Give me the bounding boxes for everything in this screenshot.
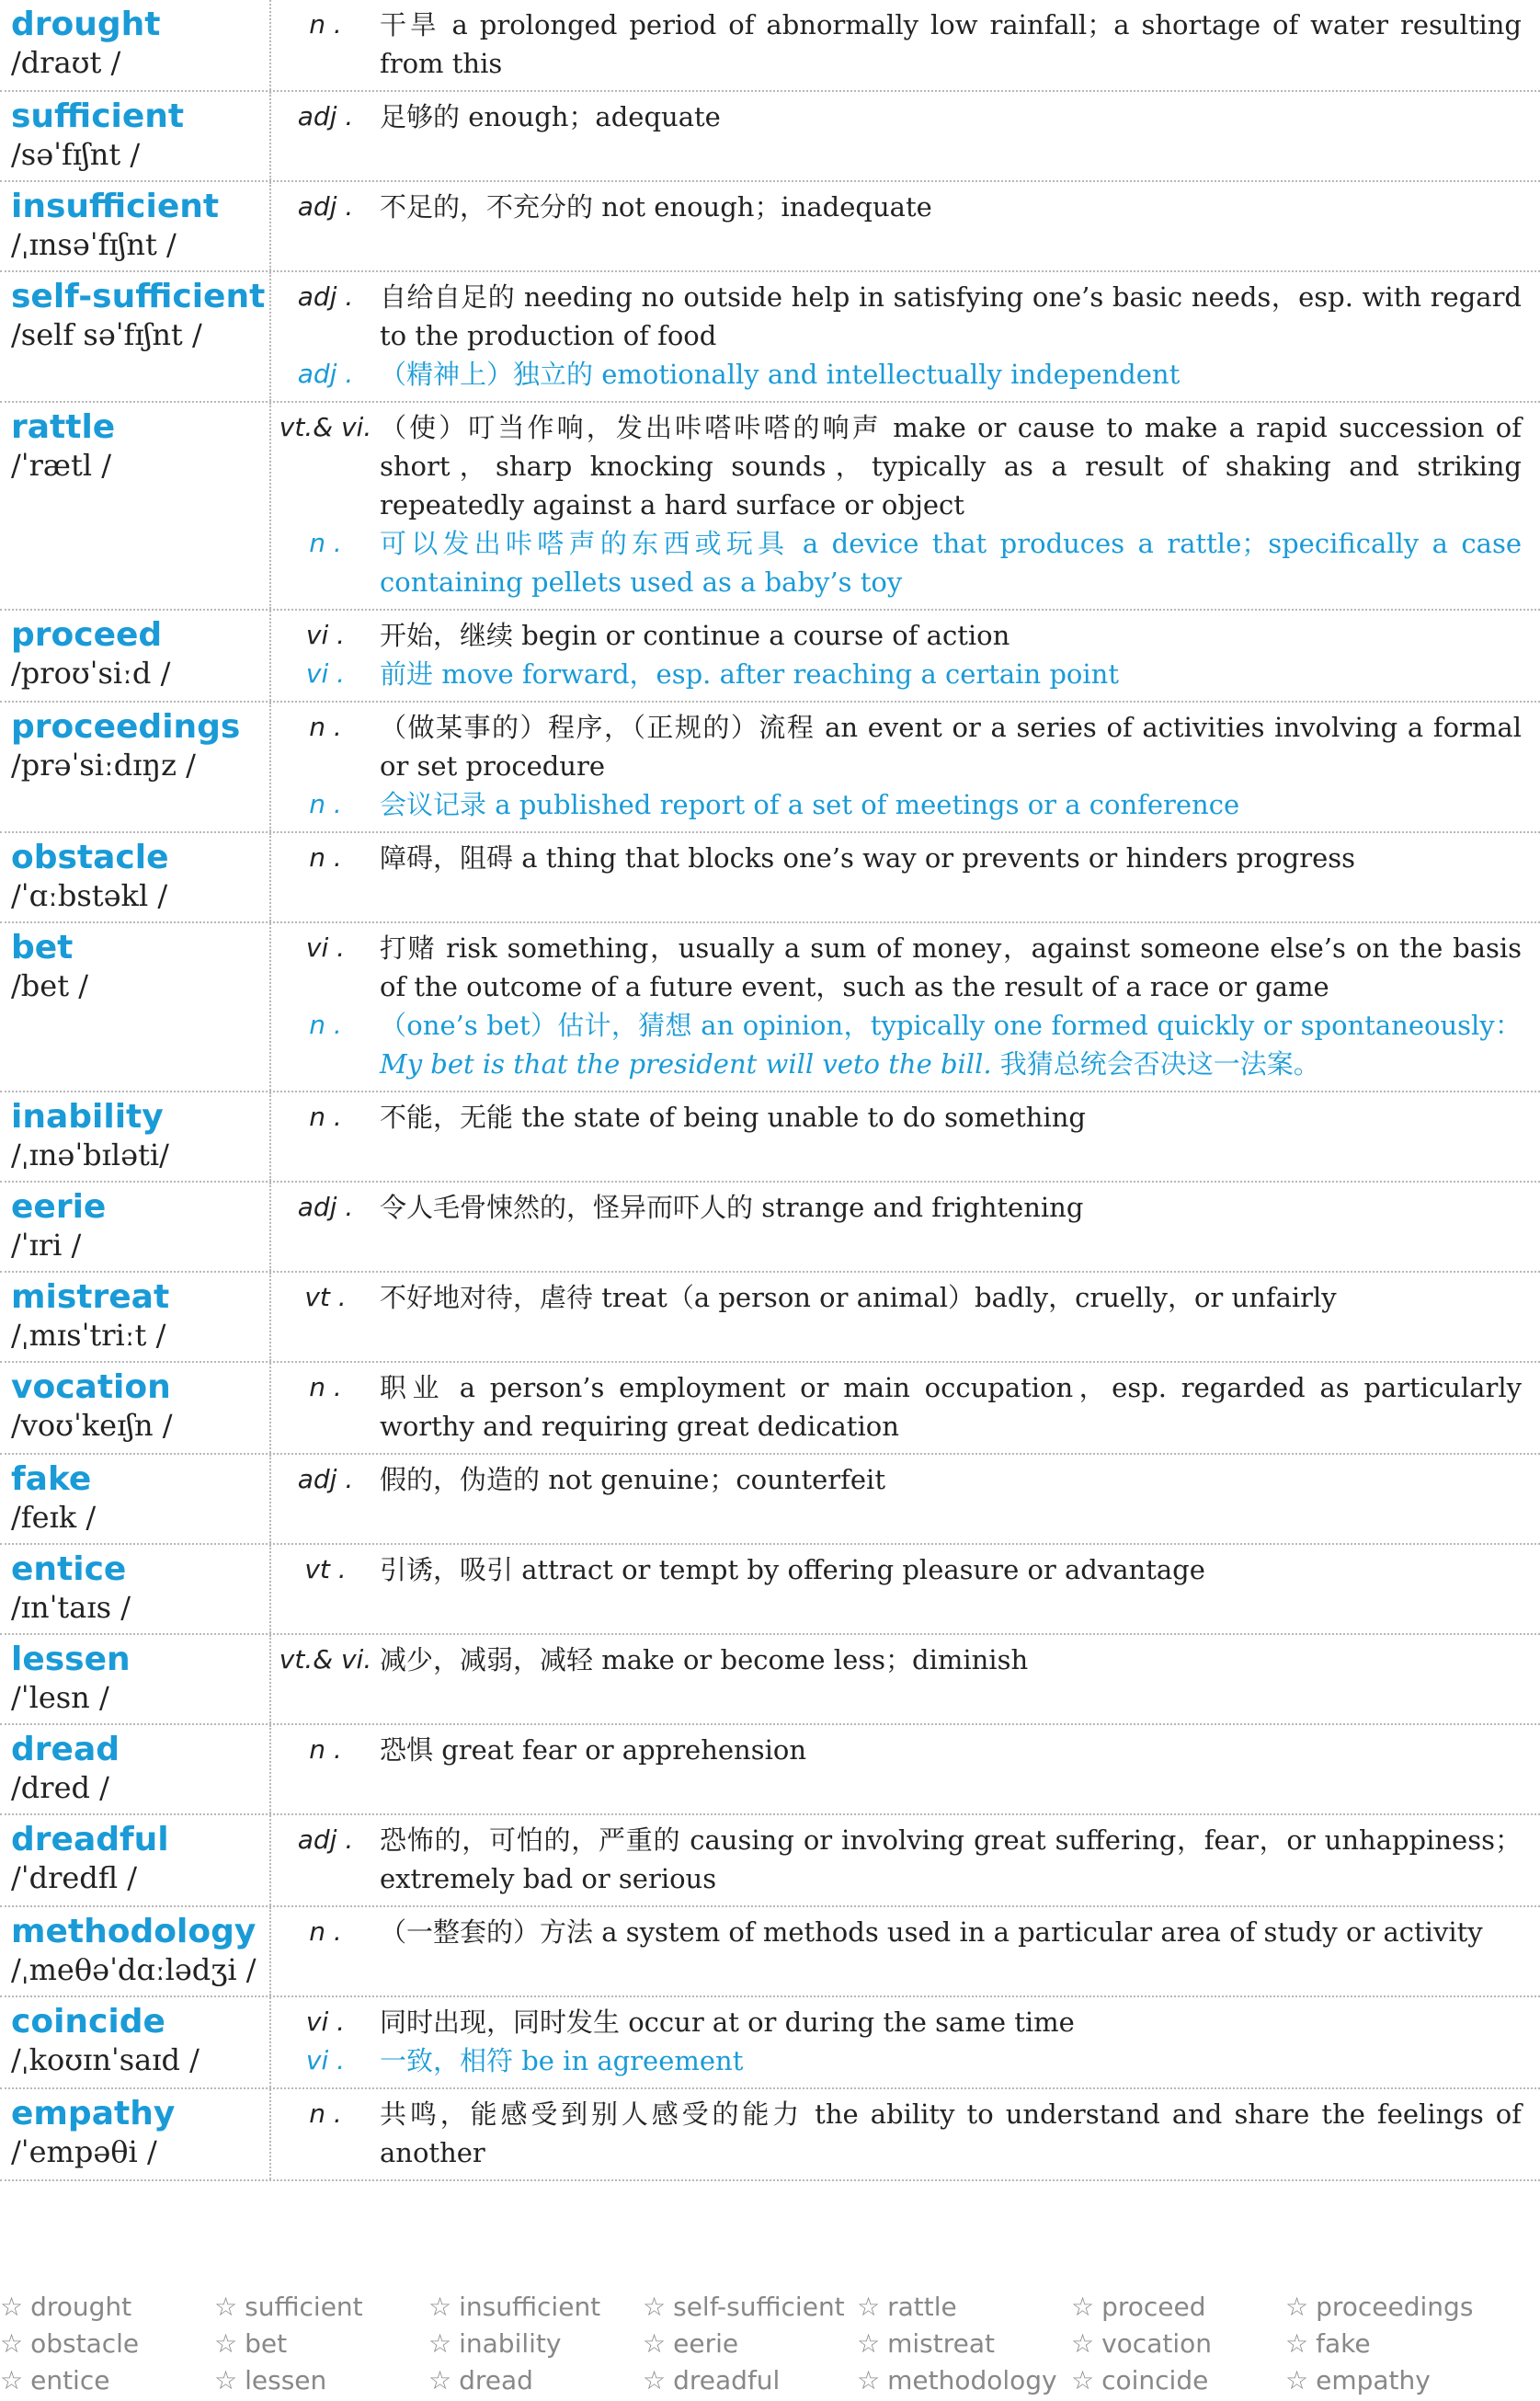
part-of-speech: vi . (305, 658, 346, 689)
sense (271, 1460, 1522, 1499)
example-translation: 我猜总统会否决这一法案。 (991, 1048, 1320, 1080)
phonetic: /proʊˈsiːd / (11, 656, 171, 691)
sense (271, 278, 1522, 355)
review-item (428, 2363, 643, 2398)
headword: fake (11, 1460, 92, 1498)
definition-text: 减少，减弱，减轻 make or become less；diminish (380, 1644, 1029, 1675)
star-icon: ☆ (1285, 2365, 1309, 2395)
headword-cell (0, 2089, 271, 2179)
headword-cell (0, 1815, 271, 1905)
review-item (0, 2290, 214, 2325)
sense (271, 1368, 1522, 1446)
entry-row (0, 1815, 1540, 1907)
definition-text: 不足的，不充分的 not enough；inadequate (380, 191, 932, 223)
definition (380, 97, 1522, 136)
definition-cell (271, 833, 1540, 921)
headword: self-sufficient (11, 278, 266, 315)
sense (271, 97, 1522, 136)
definition-text: （one’s bet）估计，猜想 an opinion，typically one formed quickly or spontaneously： (380, 1010, 1522, 1041)
headword: dreadful (11, 1821, 169, 1858)
sense (271, 2041, 1522, 2080)
headword: bet (11, 929, 74, 966)
definition-cell (271, 611, 1540, 701)
definition (380, 1460, 1522, 1499)
definition-text: 障碍，阻碍 a thing that blocks one’s way or prevents or hinders progress (380, 842, 1356, 874)
sense (271, 1550, 1522, 1589)
phonetic: /ˌɪnəˈbɪləti/ (11, 1138, 169, 1172)
definition (380, 6, 1522, 83)
star-icon: ☆ (643, 2328, 667, 2359)
entry-row (0, 182, 1540, 272)
headword-cell (0, 1545, 271, 1633)
definition-cell (271, 1183, 1540, 1271)
definition (380, 785, 1522, 824)
sense (271, 1641, 1522, 1679)
definition (380, 524, 1522, 601)
part-of-speech: n . (309, 789, 342, 819)
headword: rattle (11, 408, 116, 446)
sense (271, 1188, 1522, 1227)
headword: eerie (11, 1188, 107, 1226)
headword-cell (0, 182, 271, 270)
review-word: rattle (887, 2292, 957, 2322)
example-sentence: My bet is that the president will veto the bill. (380, 1048, 992, 1080)
definition-text: 开始，继续 begin or continue a course of action (380, 620, 1010, 651)
part-of-speech: adj . (297, 281, 354, 312)
entry-row (0, 1363, 1540, 1455)
definition-text: 引诱，吸引 attract or tempt by offering pleasure or advantage (380, 1554, 1205, 1585)
definition (380, 1188, 1522, 1227)
entry-row (0, 2089, 1540, 2181)
headword: obstacle (11, 839, 169, 876)
part-of-speech: vi . (305, 2045, 346, 2075)
entry-row (0, 1455, 1540, 1545)
review-word: empathy (1316, 2365, 1431, 2395)
review-word: dread (459, 2365, 533, 2395)
star-icon: ☆ (857, 2292, 881, 2322)
sense (271, 708, 1522, 785)
review-word: mistreat (887, 2328, 995, 2359)
phonetic: /dred / (11, 1770, 109, 1805)
definition-text: 前进 move forward，esp. after reaching a certain point (380, 658, 1119, 690)
review-word: entice (30, 2365, 110, 2395)
entry-row (0, 1545, 1540, 1635)
definition-cell (271, 1455, 1540, 1543)
phonetic: /ˈlesn / (11, 1680, 109, 1715)
definition (380, 2041, 1522, 2080)
definition-text: 同时出现，同时发生 occur at or during the same time (380, 2007, 1075, 2038)
sense (271, 2095, 1522, 2172)
headword-cell (0, 1635, 271, 1723)
review-item (1071, 2290, 1285, 2325)
review-word: insufficient (459, 2292, 601, 2322)
part-of-speech: n . (309, 842, 342, 873)
star-icon: ☆ (643, 2292, 667, 2322)
star-icon: ☆ (1071, 2328, 1095, 2359)
entry-row (0, 1725, 1540, 1815)
part-of-speech: n . (309, 1734, 342, 1765)
star-icon: ☆ (428, 2292, 452, 2322)
review-item (643, 2290, 857, 2325)
definition-text: 不好地对待，虐待 treat（a person or animal）badly，cruelly，or unfairly (380, 1282, 1337, 1313)
phonetic: /ˈrætl / (11, 448, 111, 483)
definition-text: （一整套的）方法 a system of methods used in a particular area of study or activity (380, 1916, 1483, 1948)
star-icon: ☆ (857, 2328, 881, 2359)
headword-cell (0, 272, 271, 401)
headword: entice (11, 1550, 127, 1588)
phonetic: /prəˈsiːdɪŋz / (11, 748, 196, 783)
phonetic: /self səˈfɪʃnt / (11, 317, 202, 352)
review-word: vocation (1101, 2328, 1212, 2359)
review-word: lessen (245, 2365, 327, 2395)
definition (380, 708, 1522, 785)
phonetic: /ˌɪnsəˈfɪʃnt / (11, 227, 177, 262)
star-icon: ☆ (643, 2365, 667, 2395)
part-of-speech: n . (309, 1010, 342, 1040)
definition (380, 616, 1522, 655)
definition-cell (271, 1907, 1540, 1995)
sense (271, 1731, 1522, 1769)
definition (380, 1821, 1522, 1898)
star-icon: ☆ (214, 2365, 238, 2395)
definition-cell (271, 1273, 1540, 1361)
entry-row (0, 1092, 1540, 1183)
entry-row (0, 1907, 1540, 1997)
phonetic: /bet / (11, 968, 89, 1003)
sense (271, 1913, 1522, 1951)
part-of-speech: vt.& vi. (279, 412, 372, 442)
star-icon: ☆ (428, 2328, 452, 2359)
definition-text: 打赌 risk something，usually a sum of money，against someone else’s on the basis of the outcome of a future event，such as the result of a race or game (380, 932, 1522, 1002)
star-icon: ☆ (214, 2292, 238, 2322)
phonetic: /voʊˈkeɪʃn / (11, 1408, 173, 1443)
review-word: coincide (1101, 2365, 1209, 2395)
phonetic: /ˌmɪsˈtriːt / (11, 1318, 166, 1353)
star-icon: ☆ (0, 2365, 24, 2395)
review-item (857, 2327, 1071, 2361)
headword-cell (0, 833, 271, 921)
headword: proceed (11, 616, 163, 654)
definition-text: 令人毛骨悚然的，怪异而吓人的 strange and frightening (380, 1192, 1084, 1223)
part-of-speech: n . (309, 1916, 342, 1947)
definition-text: 干旱 a prolonged period of abnormally low rainfall；a shortage of water resulting from this (380, 9, 1522, 79)
sense (271, 616, 1522, 655)
part-of-speech: n . (309, 2098, 342, 2129)
sense (271, 1098, 1522, 1137)
part-of-speech: adj . (297, 359, 354, 389)
review-word: eerie (673, 2328, 739, 2359)
definition (380, 1913, 1522, 1951)
star-icon: ☆ (1071, 2365, 1095, 2395)
sense (271, 929, 1522, 1006)
definition-cell (271, 182, 1540, 270)
definition-text: 一致，相符 be in agreement (380, 2045, 744, 2076)
sense (271, 839, 1522, 877)
definition (380, 1731, 1522, 1769)
definition-cell (271, 92, 1540, 180)
part-of-speech: adj . (297, 191, 354, 222)
part-of-speech: n . (309, 1372, 342, 1402)
definition-cell (271, 1815, 1540, 1905)
definition-cell (271, 403, 1540, 609)
headword-cell (0, 1997, 271, 2087)
entry-row (0, 0, 1540, 92)
definition-cell (271, 1092, 1540, 1181)
phonetic: /feɪk / (11, 1500, 97, 1535)
phonetic: /ˈdredfl / (11, 1860, 138, 1895)
star-icon: ☆ (1071, 2292, 1095, 2322)
star-icon: ☆ (1285, 2328, 1309, 2359)
sense (271, 1006, 1522, 1083)
definition (380, 1368, 1522, 1446)
headword-cell (0, 703, 271, 831)
headword-cell (0, 403, 271, 609)
headword-cell (0, 1725, 271, 1813)
phonetic: /ˈɑːbstəkl / (11, 878, 168, 913)
part-of-speech: adj . (297, 1192, 354, 1222)
review-item (428, 2290, 643, 2325)
headword-cell (0, 923, 271, 1091)
definition-text: （使）叮当作响，发出咔嗒咔嗒的响声 make or cause to make a rapid succession of short，sharp knocking sounds，typically as a result of shaking and striking repeatedly against a hard surface or object (380, 412, 1522, 520)
phonetic: /ɪnˈtaɪs / (11, 1590, 131, 1625)
sense (271, 1278, 1522, 1317)
definition-cell (271, 2089, 1540, 2179)
headword-cell (0, 0, 271, 90)
definition-cell (271, 1545, 1540, 1633)
definition-cell (271, 0, 1540, 90)
headword: methodology (11, 1913, 257, 1950)
definition (380, 2003, 1522, 2041)
definition-text: 足够的 enough；adequate (380, 101, 721, 132)
definition-cell (271, 923, 1540, 1091)
review-word: self-sufficient (673, 2292, 845, 2322)
definition-cell (271, 1997, 1540, 2087)
definition-text: 共鸣，能感受到别人感受的能力 the ability to understand and share the feelings of another (380, 2098, 1522, 2168)
review-item (857, 2363, 1071, 2398)
part-of-speech: n . (309, 528, 342, 558)
part-of-speech: n . (309, 1102, 342, 1132)
entry-row (0, 403, 1540, 611)
review-word: dreadful (673, 2365, 781, 2395)
review-item (0, 2327, 214, 2361)
phonetic: /ˈɪri / (11, 1228, 82, 1263)
sense (271, 188, 1522, 226)
headword-cell (0, 1092, 271, 1181)
definition (380, 355, 1522, 394)
definition-text: 恐怖的，可怕的，严重的 causing or involving great suffering，fear，or unhappiness；extremely bad or serious (380, 1824, 1522, 1894)
headword-cell (0, 611, 271, 701)
definition (380, 278, 1522, 355)
definition-text: （做某事的）程序，（正规的）流程 an event or a series of activities involving a formal or set procedure (380, 712, 1522, 782)
review-word: bet (245, 2328, 288, 2359)
headword-cell (0, 1455, 271, 1543)
sense (271, 355, 1522, 394)
entry-row (0, 833, 1540, 923)
headword-cell (0, 1183, 271, 1271)
definition-text: 假的，伪造的 not genuine；counterfeit (380, 1464, 885, 1495)
review-word: fake (1316, 2328, 1371, 2359)
star-icon: ☆ (857, 2365, 881, 2395)
definition-text: 可以发出咔嗒声的东西或玩具 a device that produces a rattle；specifically a case containing pellets used as a baby’s toy (380, 528, 1522, 598)
part-of-speech: adj . (297, 101, 354, 131)
star-icon: ☆ (214, 2328, 238, 2359)
part-of-speech: n . (309, 712, 342, 742)
phonetic: /səˈfɪʃnt / (11, 137, 141, 172)
part-of-speech: vt.& vi. (279, 1644, 372, 1675)
definition-text: （精神上）独立的 emotionally and intellectually independent (380, 359, 1181, 390)
review-word: proceed (1101, 2292, 1206, 2322)
definition (380, 408, 1522, 524)
definition (380, 929, 1522, 1006)
review-item (428, 2327, 643, 2361)
headword: lessen (11, 1641, 131, 1678)
definition (380, 839, 1522, 877)
definition-text: 不能，无能 the state of being unable to do something (380, 1102, 1086, 1133)
review-item (1071, 2363, 1285, 2398)
review-item (0, 2363, 214, 2398)
phonetic: /ˌkoʊɪnˈsaɪd / (11, 2042, 200, 2077)
definition (380, 655, 1522, 693)
definition-text: 职业 a person’s employment or main occupation，esp. regarded as particularly worthy and requiring great dedication (380, 1372, 1522, 1442)
review-word: drought (30, 2292, 132, 2322)
phonetic: /ˌmeθəˈdɑːlədʒi / (11, 1952, 257, 1987)
definition-cell (271, 1635, 1540, 1723)
headword-cell (0, 92, 271, 180)
entry-row (0, 1273, 1540, 1363)
review-item (1071, 2327, 1285, 2361)
headword-cell (0, 1907, 271, 1995)
review-word: proceedings (1316, 2292, 1474, 2322)
sense (271, 655, 1522, 693)
sense (271, 524, 1522, 601)
headword: mistreat (11, 1278, 170, 1316)
phonetic: /draʊt / (11, 45, 121, 80)
review-item (643, 2363, 857, 2398)
definition-cell (271, 1363, 1540, 1453)
star-icon: ☆ (0, 2292, 24, 2322)
headword: inability (11, 1098, 164, 1136)
definition (380, 188, 1522, 226)
entry-row (0, 1183, 1540, 1273)
definition-cell (271, 272, 1540, 401)
definition (380, 1098, 1522, 1137)
star-icon: ☆ (0, 2328, 24, 2359)
definition (380, 1278, 1522, 1317)
part-of-speech: vt . (304, 1282, 347, 1312)
definition (380, 1641, 1522, 1679)
review-item (1285, 2327, 1500, 2361)
part-of-speech: vi . (305, 2007, 346, 2037)
sense (271, 6, 1522, 83)
headword: dread (11, 1731, 120, 1768)
headword: empathy (11, 2095, 176, 2132)
review-word-list (0, 2290, 1540, 2398)
headword: proceedings (11, 708, 241, 746)
definition-cell (271, 703, 1540, 831)
headword-cell (0, 1363, 271, 1453)
headword: insufficient (11, 188, 220, 225)
review-item (643, 2327, 857, 2361)
star-icon: ☆ (1285, 2292, 1309, 2322)
headword: vocation (11, 1368, 171, 1406)
review-item (857, 2290, 1071, 2325)
review-word: obstacle (30, 2328, 140, 2359)
entry-row (0, 92, 1540, 182)
review-item (1285, 2290, 1500, 2325)
entry-row (0, 1997, 1540, 2089)
part-of-speech: vt . (304, 1554, 347, 1584)
sense (271, 408, 1522, 524)
definition-cell (271, 1725, 1540, 1813)
part-of-speech: adj . (297, 1464, 354, 1494)
entry-row (0, 923, 1540, 1092)
definition (380, 2095, 1522, 2172)
review-item (214, 2290, 428, 2325)
headword: coincide (11, 2003, 165, 2041)
review-item (214, 2363, 428, 2398)
sense (271, 1821, 1522, 1898)
definition-text: 恐惧 great fear or apprehension (380, 1734, 807, 1766)
entry-row (0, 611, 1540, 703)
entry-row (0, 1635, 1540, 1725)
sense (271, 2003, 1522, 2041)
entry-row (0, 272, 1540, 403)
entry-row (0, 703, 1540, 833)
definition-text: 会议记录 a published report of a set of meetings or a conference (380, 789, 1240, 820)
star-icon: ☆ (428, 2365, 452, 2395)
part-of-speech: adj . (297, 1824, 354, 1855)
headword: drought (11, 6, 161, 43)
part-of-speech: vi . (305, 620, 346, 650)
definition (380, 1550, 1522, 1589)
headword: sufficient (11, 97, 185, 135)
definition (380, 1006, 1522, 1083)
review-word: methodology (887, 2365, 1057, 2395)
part-of-speech: vi . (305, 932, 346, 963)
review-item (214, 2327, 428, 2361)
sense (271, 785, 1522, 824)
definition-text: 自给自足的 needing no outside help in satisfying one’s basic needs，esp. with regard to the production of food (380, 281, 1522, 351)
phonetic: /ˈempəθi / (11, 2134, 157, 2169)
review-word: sufficient (245, 2292, 363, 2322)
review-item (1285, 2363, 1500, 2398)
part-of-speech: n . (309, 9, 342, 40)
headword-cell (0, 1273, 271, 1361)
review-word: inability (459, 2328, 562, 2359)
